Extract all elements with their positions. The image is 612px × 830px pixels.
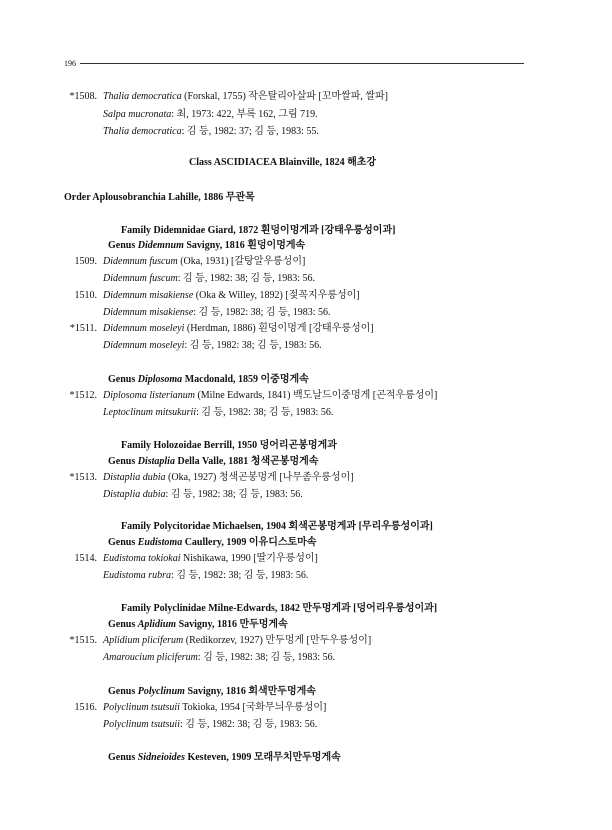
page-number: 196	[64, 59, 76, 68]
header-rule	[80, 63, 524, 64]
species-entry	[103, 702, 326, 714]
species-authority: (Herdman, 1886) 흰덩이멍게 [강태우릉성이]	[184, 323, 374, 334]
synonym-reference: : 김 등, 1982: 38; 김 등, 1983: 56.	[197, 652, 336, 663]
genus-name: Distaplia	[137, 456, 175, 467]
species-name: Aplidium pliciferum	[103, 635, 184, 646]
species-entry	[103, 390, 437, 402]
entry-number: *1511.	[69, 323, 97, 334]
species-authority: Nishikawa, 1990 [딸기우릉성이]	[180, 553, 318, 564]
synonym-name: Didemnum misakiense	[103, 307, 194, 318]
genus-name: Didemnum	[137, 240, 184, 251]
synonym-name: Salpa mucronata	[103, 109, 172, 120]
genus-authority: Macdonald, 1859 이중멍게속	[182, 374, 309, 385]
genus-authority: Kesteven, 1909 모래무치만두멍게속	[184, 752, 341, 763]
species-name: Thalia democratica	[103, 91, 182, 102]
genus-heading	[108, 619, 288, 631]
genus-label: Genus	[108, 374, 138, 385]
synonym-reference: : 김 등, 1982: 38; 김 등, 1983: 56.	[193, 307, 331, 318]
species-name: Didemnum fuscum	[103, 256, 178, 267]
synonym-line	[103, 570, 308, 582]
synonym-name: Didemnum fuscum	[103, 273, 178, 284]
synonym-reference: : 김 등, 1982: 38; 김 등, 1983: 56.	[165, 489, 303, 500]
species-name: Distaplia dubia	[103, 472, 166, 483]
synonym-line	[103, 340, 322, 352]
synonym-line	[103, 652, 335, 664]
synonym-reference: : 김 등, 1982: 38; 김 등, 1983: 56.	[177, 273, 315, 284]
genus-authority: Della Valle, 1881 청색곤봉멍게속	[174, 456, 319, 467]
synonym-reference: : 최, 1973: 422, 부록 162, 그림 719.	[171, 109, 318, 120]
family-heading: Family Polyclinidae Milne-Edwards, 1842 만두멍게과 [덩어리우릉성이과]	[121, 603, 438, 614]
family-heading: Family Didemnidae Giard, 1872 흰덩이멍게과 [강태우릉성이과]	[121, 225, 396, 236]
entry-number: 1509.	[74, 256, 97, 267]
genus-authority: Savigny, 1816 흰덩이멍게속	[183, 240, 306, 251]
genus-label: Genus	[108, 686, 138, 697]
entry-number: *1508.	[69, 91, 97, 102]
family-heading: Family Polycitoridae Michaelsen, 1904 회색곤봉멍게과 [무리우릉성이과]	[121, 521, 433, 532]
species-authority: (Oka & Willey, 1892) [젖꼭지우릉성이]	[193, 290, 360, 301]
genus-label: Genus	[108, 537, 138, 548]
species-entry	[103, 323, 374, 335]
species-name: Didemnum moseleyi	[103, 323, 185, 334]
genus-heading	[108, 374, 309, 386]
species-authority: (Oka, 1931) [갈탕알우릉성이]	[177, 256, 306, 267]
species-name: Didemnum misakiense	[103, 290, 194, 301]
synonym-name: Amaroucium pliciferum	[103, 652, 198, 663]
genus-label: Genus	[108, 456, 138, 467]
species-entry	[103, 472, 354, 484]
synonym-reference: : 김 등, 1982: 38; 김 등, 1983: 56.	[179, 719, 318, 730]
synonym-line	[103, 273, 315, 285]
genus-name: Aplidium	[137, 619, 177, 630]
genus-heading	[108, 537, 317, 549]
synonym-line	[103, 109, 318, 121]
species-entry	[103, 91, 388, 103]
genus-heading	[108, 456, 318, 468]
order-heading: Order Aplousobranchia Lahille, 1886 무관목	[64, 192, 255, 203]
genus-heading	[108, 752, 341, 764]
entry-number: 1510.	[74, 290, 97, 301]
species-entry	[103, 256, 305, 268]
synonym-line	[103, 719, 317, 731]
synonym-name: Didemnum moseleyi	[103, 340, 185, 351]
species-authority: (Forskal, 1755) 작은탈리아살파 [꼬마쌀파, 쌀파]	[181, 91, 389, 102]
synonym-line	[103, 307, 331, 319]
species-authority: (Milne Edwards, 1841) 백도날드이중멍게 [곤적우릉성이]	[194, 390, 438, 401]
genus-name: Sidneioides	[137, 752, 185, 763]
species-authority: Tokioka, 1954 [국화무늬우릉성이]	[179, 702, 327, 713]
species-name: Polyclinum tsutsuii	[103, 702, 180, 713]
genus-authority: Savigny, 1816 만두멍게속	[176, 619, 288, 630]
synonym-line	[103, 489, 303, 501]
synonym-name: Thalia democratica	[103, 126, 182, 137]
genus-authority: Savigny, 1816 회색만두멍게속	[184, 686, 316, 697]
synonym-name: Distaplia dubia	[103, 489, 166, 500]
synonym-line	[103, 126, 319, 138]
genus-label: Genus	[108, 240, 138, 251]
species-authority: (Redikorzev, 1927) 만두멍게 [만두우릉성이]	[183, 635, 372, 646]
synonym-reference: : 김 등, 1982: 38; 김 등, 1983: 56.	[184, 340, 322, 351]
species-entry	[103, 290, 360, 302]
genus-name: Diplosoma	[137, 374, 183, 385]
species-entry	[103, 553, 318, 565]
synonym-name: Eudistoma rubra	[103, 570, 172, 581]
synonym-reference: : 김 등, 1982: 37; 김 등, 1983: 55.	[181, 126, 319, 137]
genus-heading	[108, 240, 305, 252]
entry-number: 1516.	[74, 702, 97, 713]
genus-label: Genus	[108, 619, 138, 630]
synonym-name: Polyclinum tsutsuii	[103, 719, 180, 730]
synonym-reference: : 김 등, 1982: 38; 김 등, 1983: 56.	[196, 407, 334, 418]
genus-name: Polyclinum	[137, 686, 185, 697]
synonym-line	[103, 407, 333, 419]
entry-number: *1513.	[69, 472, 97, 483]
entry-number: *1515.	[69, 635, 97, 646]
genus-name: Eudistoma	[137, 537, 183, 548]
class-heading: Class ASCIDIACEA Blainville, 1824 해초강	[189, 157, 377, 168]
species-name: Eudistoma tokiokai	[103, 553, 181, 564]
entry-number: 1514.	[74, 553, 97, 564]
entry-number: *1512.	[69, 390, 97, 401]
synonym-reference: : 김 등, 1982: 38; 김 등, 1983: 56.	[171, 570, 309, 581]
genus-label: Genus	[108, 752, 138, 763]
species-entry	[103, 635, 371, 647]
synonym-name: Leptoclinum mitsukurii	[103, 407, 197, 418]
genus-heading	[108, 686, 316, 698]
genus-authority: Caullery, 1909 이유디스토마속	[182, 537, 317, 548]
species-authority: (Oka, 1927) 청색곤봉멍게 [나무좀우릉성이]	[165, 472, 354, 483]
family-heading: Family Holozoidae Berrill, 1950 덩어리곤봉멍게과	[121, 440, 337, 451]
species-name: Diplosoma listerianum	[103, 390, 195, 401]
